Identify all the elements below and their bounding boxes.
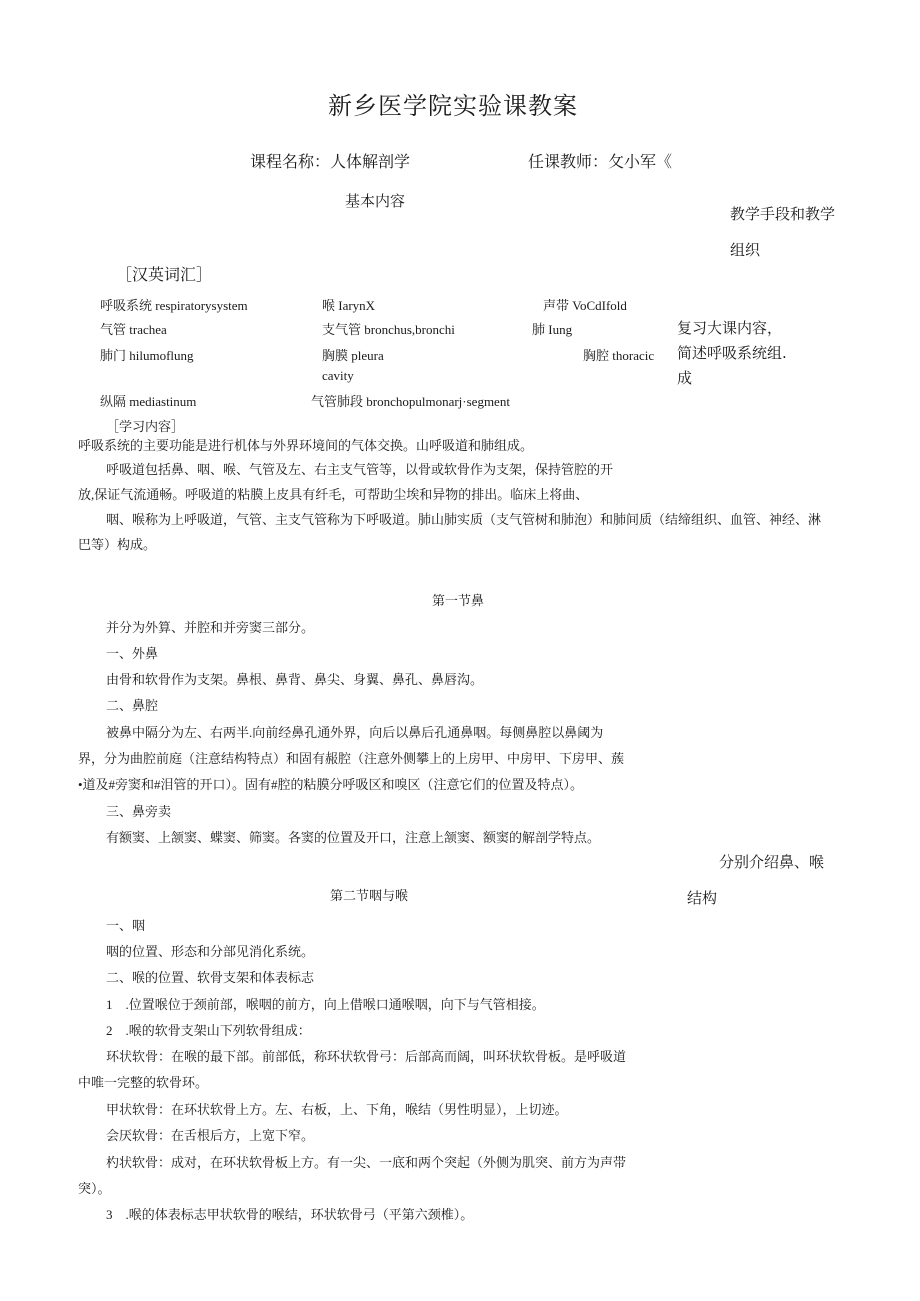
vocab-item: 喉 IarynX (322, 298, 376, 313)
intro-paragraph: 放,保证气流通畅。呼吸道的粘膜上皮具有纤毛，可帮助尘埃和异物的排出。临床上将曲、 (78, 487, 589, 502)
section1-line: 三、鼻旁卖 (106, 804, 172, 819)
section2-line: 会厌软骨：在舌根后方，上宽下窄。 (106, 1128, 315, 1143)
section1-line: 有额窦、上颔窦、蝶窦、筛窦。各窦的位置及开口，注意上颔窦、额窦的解剖学特点。 (106, 830, 601, 845)
section1-line: 界，分为曲腔前庭（注意结构特点）和固有赧腔（注意外侧攀上的上房甲、中房甲、下房甲、蔟 (78, 751, 625, 766)
section2-line: 环状软骨：在喉的最下部。前部低，称环状软骨弓：后部高而阔，叫环状软骨板。是呼吸道 (106, 1049, 627, 1064)
vocab-item: 支气管 bronchus,bronchi (322, 322, 455, 337)
intro-paragraph: 咽、喉称为上呼吸道，气管、主支气管称为下呼吸道。肺山肺实质（支气管树和肺泡）和肺间质（结缔组织、血管、神经、淋 (106, 512, 822, 527)
section-title-nose: 第一节鼻 (432, 593, 485, 608)
section2-line: 1 .位置喉位于颈前部，喉咽的前方，向上借喉口通喉咽，向下与气管相接。 (106, 997, 545, 1012)
section1-line: 二、鼻腔 (106, 698, 159, 713)
section1-line: 并分为外算、并腔和并旁窦三部分。 (106, 620, 315, 635)
intro-paragraph: 呼吸系统的主要功能是进行机体与外界环境间的气体交换。山呼吸道和肺组成。 (78, 438, 534, 453)
side-note-structure: 分别介绍鼻、喉 (719, 853, 825, 871)
section1-line: 由骨和软骨作为支架。鼻根、鼻背、鼻尖、身翼、鼻孔、鼻唇沟。 (106, 672, 484, 687)
section1-line: 被鼻中隔分为左、右两半.向前经鼻孔通外界，向后以鼻后孔通鼻咽。每侧鼻腔以鼻阈为 (106, 725, 604, 740)
methods-heading-line2: 组织 (730, 241, 761, 259)
methods-heading-line1: 教学手段和教学 (730, 205, 836, 223)
vocab-item: 气管 trachea (100, 322, 167, 337)
intro-paragraph: 巴等）构成。 (78, 537, 157, 552)
section2-line: 二、喉的位置、软骨支架和体表标志 (106, 970, 315, 985)
intro-paragraph: 呼吸道包括鼻、咽、喉、气管及左、右主支气管等，以骨或软骨作为支架，保持管腔的开 (106, 462, 614, 477)
side-note-review: 简述呼吸系统组. (677, 344, 787, 362)
side-note-structure: 结构 (687, 889, 718, 907)
page-title: 新乡医学院实验课教案 (328, 92, 578, 120)
course-name: 课程名称：人体解剖学 (250, 152, 411, 171)
section2-line: 咽的位置、形态和分部见消化系统。 (106, 944, 315, 959)
basic-content-heading: 基本内容 (345, 192, 406, 210)
vocab-item: 声带 VoCdIfold (543, 298, 627, 313)
vocab-item: 肺 Iung (532, 322, 573, 337)
section2-line: 突）。 (78, 1181, 111, 1196)
section2-line: 杓状软骨：成对，在环状软骨板上方。有一尖、一底和两个突起（外侧为肌突、前方为声带 (106, 1155, 627, 1170)
section2-line: 2 .喉的软骨支架山下列软骨组成： (106, 1023, 311, 1038)
side-note-review: 复习大课内容， (677, 319, 783, 337)
vocab-item: 胸膜 pleura (322, 348, 384, 363)
vocab-item: 呼吸系统 respiratorysystem (100, 298, 248, 313)
vocab-item: 胸腔 thoracic (583, 348, 655, 363)
vocab-item: cavity (322, 368, 354, 383)
vocab-item: 气管肺段 bronchopulmonarj·segment (311, 394, 510, 409)
teacher-name: 任课教师：攵小军《 (528, 152, 673, 171)
section-title-pharynx-larynx: 第二节咽与喉 (330, 888, 409, 903)
vocab-heading: ［汉英词汇］ (116, 265, 213, 284)
vocab-item: 纵隔 mediastinum (100, 394, 197, 409)
section2-line: 3 .喉的体表标志甲状软骨的喉结，环状软骨弓（平第六颈椎）。 (106, 1207, 474, 1222)
vocab-item: 肺门 hilumoflung (100, 348, 194, 363)
section2-line: 一、咽 (106, 918, 146, 933)
section2-line: 中唯一完整的软骨环。 (78, 1075, 209, 1090)
study-heading: ［学习内容］ (106, 419, 185, 434)
section2-line: 甲状软骨：在环状软骨上方。左、右板，上、下角，喉结（男性明显），上切迹。 (106, 1102, 568, 1117)
section1-line: •道及#旁窦和#泪管的开口）。固有#腔的粘膜分呼吸区和嗅区（注意它们的位置及特点）。 (78, 777, 584, 792)
section1-line: 一、外鼻 (106, 646, 159, 661)
side-note-review: 成 (677, 369, 693, 387)
